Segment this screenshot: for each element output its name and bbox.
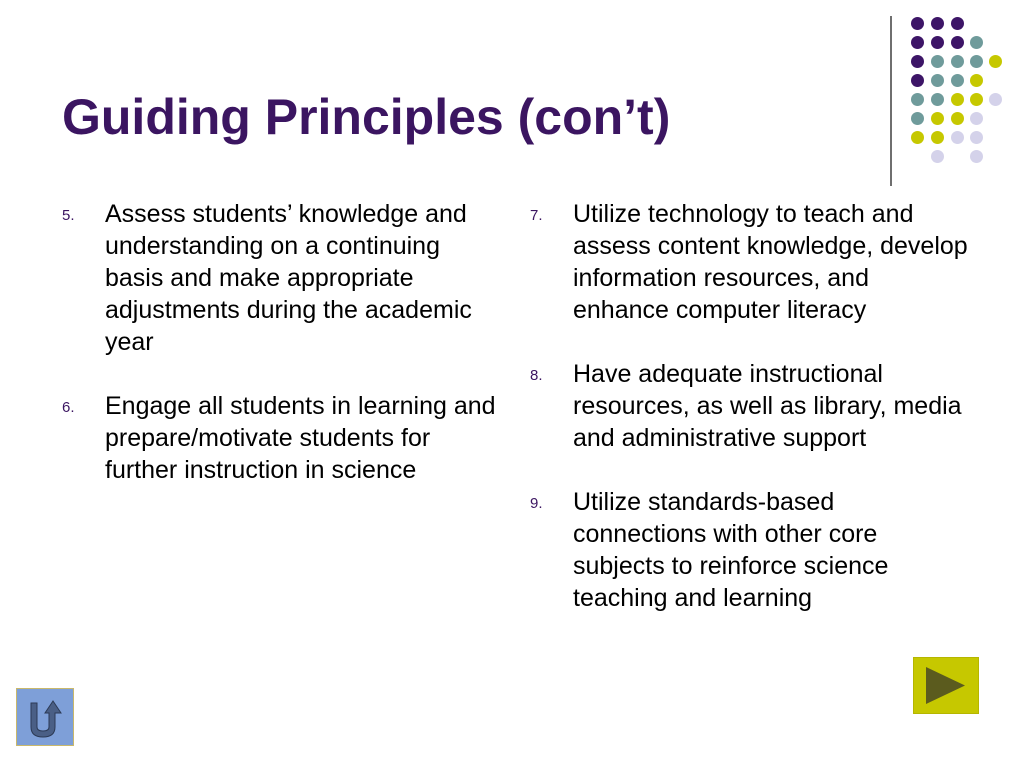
list-item-number: 5. xyxy=(62,207,75,224)
lavender-dot xyxy=(970,112,983,125)
list-item-number: 7. xyxy=(530,207,543,224)
lavender-dot xyxy=(970,131,983,144)
purple-dot xyxy=(951,17,964,30)
yellow-dot xyxy=(931,131,944,144)
list-item-number: 6. xyxy=(62,399,75,416)
purple-dot xyxy=(911,55,924,68)
list-item-number: 8. xyxy=(530,367,543,384)
purple-dot xyxy=(931,17,944,30)
list-item-number: 9. xyxy=(530,495,543,512)
list-item-text: Engage all students in learning and prepare/motivate students for further instruction in science xyxy=(105,392,496,484)
play-triangle-icon xyxy=(914,658,978,713)
left-principles-list xyxy=(62,198,502,518)
lavender-dot xyxy=(931,150,944,163)
teal-dot xyxy=(931,74,944,87)
yellow-dot xyxy=(931,112,944,125)
teal-dot xyxy=(931,93,944,106)
right-principles-list xyxy=(530,198,970,646)
lavender-dot xyxy=(989,93,1002,106)
list-item-text: Have adequate instructional resources, as well as library, media and administrative support xyxy=(573,360,962,452)
lavender-dot xyxy=(970,150,983,163)
yellow-dot xyxy=(951,112,964,125)
purple-dot xyxy=(951,36,964,49)
list-item xyxy=(530,198,970,326)
yellow-dot xyxy=(970,74,983,87)
yellow-dot xyxy=(951,93,964,106)
list-item xyxy=(530,358,970,454)
teal-dot xyxy=(911,112,924,125)
u-turn-return-icon xyxy=(17,689,73,745)
teal-dot xyxy=(951,55,964,68)
title-divider-line xyxy=(890,16,892,186)
yellow-dot xyxy=(989,55,1002,68)
teal-dot xyxy=(911,93,924,106)
purple-dot xyxy=(911,36,924,49)
lavender-dot xyxy=(951,131,964,144)
teal-dot xyxy=(931,55,944,68)
list-item-text: Assess students’ knowledge and understanding on a continuing basis and make appropriate adjustments during the academic year xyxy=(105,200,472,356)
next-slide-button[interactable] xyxy=(913,657,979,714)
yellow-dot xyxy=(970,93,983,106)
return-home-button[interactable] xyxy=(16,688,74,746)
purple-dot xyxy=(931,36,944,49)
teal-dot xyxy=(970,36,983,49)
teal-dot xyxy=(970,55,983,68)
yellow-dot xyxy=(911,131,924,144)
purple-dot xyxy=(911,17,924,30)
list-item xyxy=(62,390,502,486)
list-item-text: Utilize technology to teach and assess content knowledge, develop information resources, and enhance computer literacy xyxy=(573,200,968,324)
slide-title: Guiding Principles (con’t) xyxy=(62,89,671,145)
list-item xyxy=(530,486,970,614)
teal-dot xyxy=(951,74,964,87)
list-item-text: Utilize standards-based connections with other core subjects to reinforce science teaching and learning xyxy=(573,488,889,612)
purple-dot xyxy=(911,74,924,87)
list-item xyxy=(62,198,502,358)
